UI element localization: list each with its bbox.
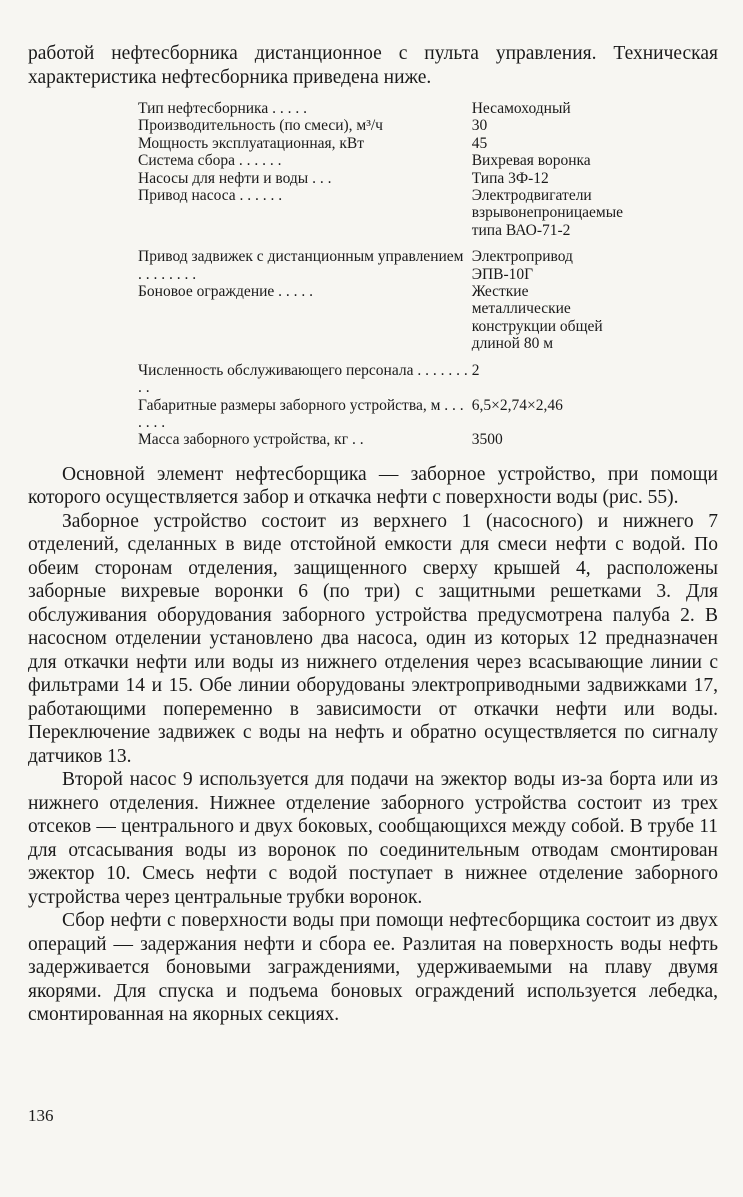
spec-row: Производительность (по смеси), м³/ч 30 — [138, 117, 488, 135]
spec-row: Тип нефтесборника . . . . . Несамоходный — [138, 100, 571, 117]
spec-row: Масса заборного устройства, кг . . 3500 — [138, 431, 503, 449]
spec-row: Габаритные размеры заборного устройства, м . . . . . . . 6,5×2,74×2,46 — [138, 396, 563, 431]
spec-row: Насосы для нефти и воды . . . Типа 3Ф-12 — [138, 169, 549, 187]
page-body — [28, 42, 718, 1027]
spec-row: Численность обслуживающего персонала . . . . . . . . . 2 — [138, 361, 480, 397]
page-number: 136 — [28, 1106, 54, 1125]
paragraph-oil-collection: Сбор нефти с поверхности воды при помощи нефтесборщика состоит из двух операций — задержания нефти и сбора ее. Разлитая на поверхность воды нефть задерживается боновыми заграждениями, удерживаемыми на плаву двумя якорями. Для спуска и подъема боновых ограждений используется лебедка, смонтированная на якорных секциях. — [28, 910, 718, 1026]
paragraph-second-pump: Второй насос 9 используется для подачи на эжектор воды из-за борта или из нижнего отделения. Нижнее отделение заборного устройства состоит из трех отсеков — центрального и двух боковых, сообщающихся между собой. В трубе 11 для отсасывания воды из воронок по соединительным отводам смонтирован эжектор 10. Смесь нефти с водой поступает в нижнее отделение заборного устройства через центральные трубки воронок. — [28, 769, 718, 908]
spec-row: Привод задвижек с дистанционным управлением . . . . . . . . Электропривод ЭПВ-10Г — [138, 248, 573, 283]
spec-row: Привод насоса . . . . . . Электродвигатели взрывонепроницаемые типа ВАО-71-2 — [138, 187, 624, 239]
spec-row: Боновое ограждение . . . . . Жесткие металлические конструкции общей длиной 80 м — [138, 283, 603, 353]
spec-row: Мощность эксплуатационная, кВт 45 — [138, 134, 488, 152]
spec-table — [138, 100, 623, 449]
paragraph-intake-device: Заборное устройство состоит из верхнего 1 (насосного) и нижнего 7 отделений, сделанных в виде отстойной емкости для смеси нефти с водой. По обеим сторонам отделения, защищенного сверху крышей 4, расположены заборные вихревые воронки 6 (по три) с защитными решетками 3. Для обслуживания оборудования заборного устройства предусмотрена палуба 2. В насосном отделении установлено два насоса, один из которых 12 предназначен для откачки нефти или воды из нижнего отделения через всасывающие линии с фильтрами 14 и 15. Обе линии оборудованы электроприводными задвижками 17, работающими попеременно в зависимости от откачки нефти или воды. Переключение задвижек с воды на нефть и обратно осуществляется по сигналу датчиков 13. — [28, 510, 718, 767]
paragraph-main-element: Основной элемент нефтесборщика — заборное устройство, при помощи которого осуществляется забор и откачка нефти с поверхности воды (рис. 55). — [28, 463, 718, 509]
intro-paragraph: работой нефтесборника дистанционное с пульта управления. Техническая характеристика нефтесборника приведена ниже. — [28, 43, 718, 88]
spec-row: Система сбора . . . . . . Вихревая воронка — [138, 152, 591, 170]
